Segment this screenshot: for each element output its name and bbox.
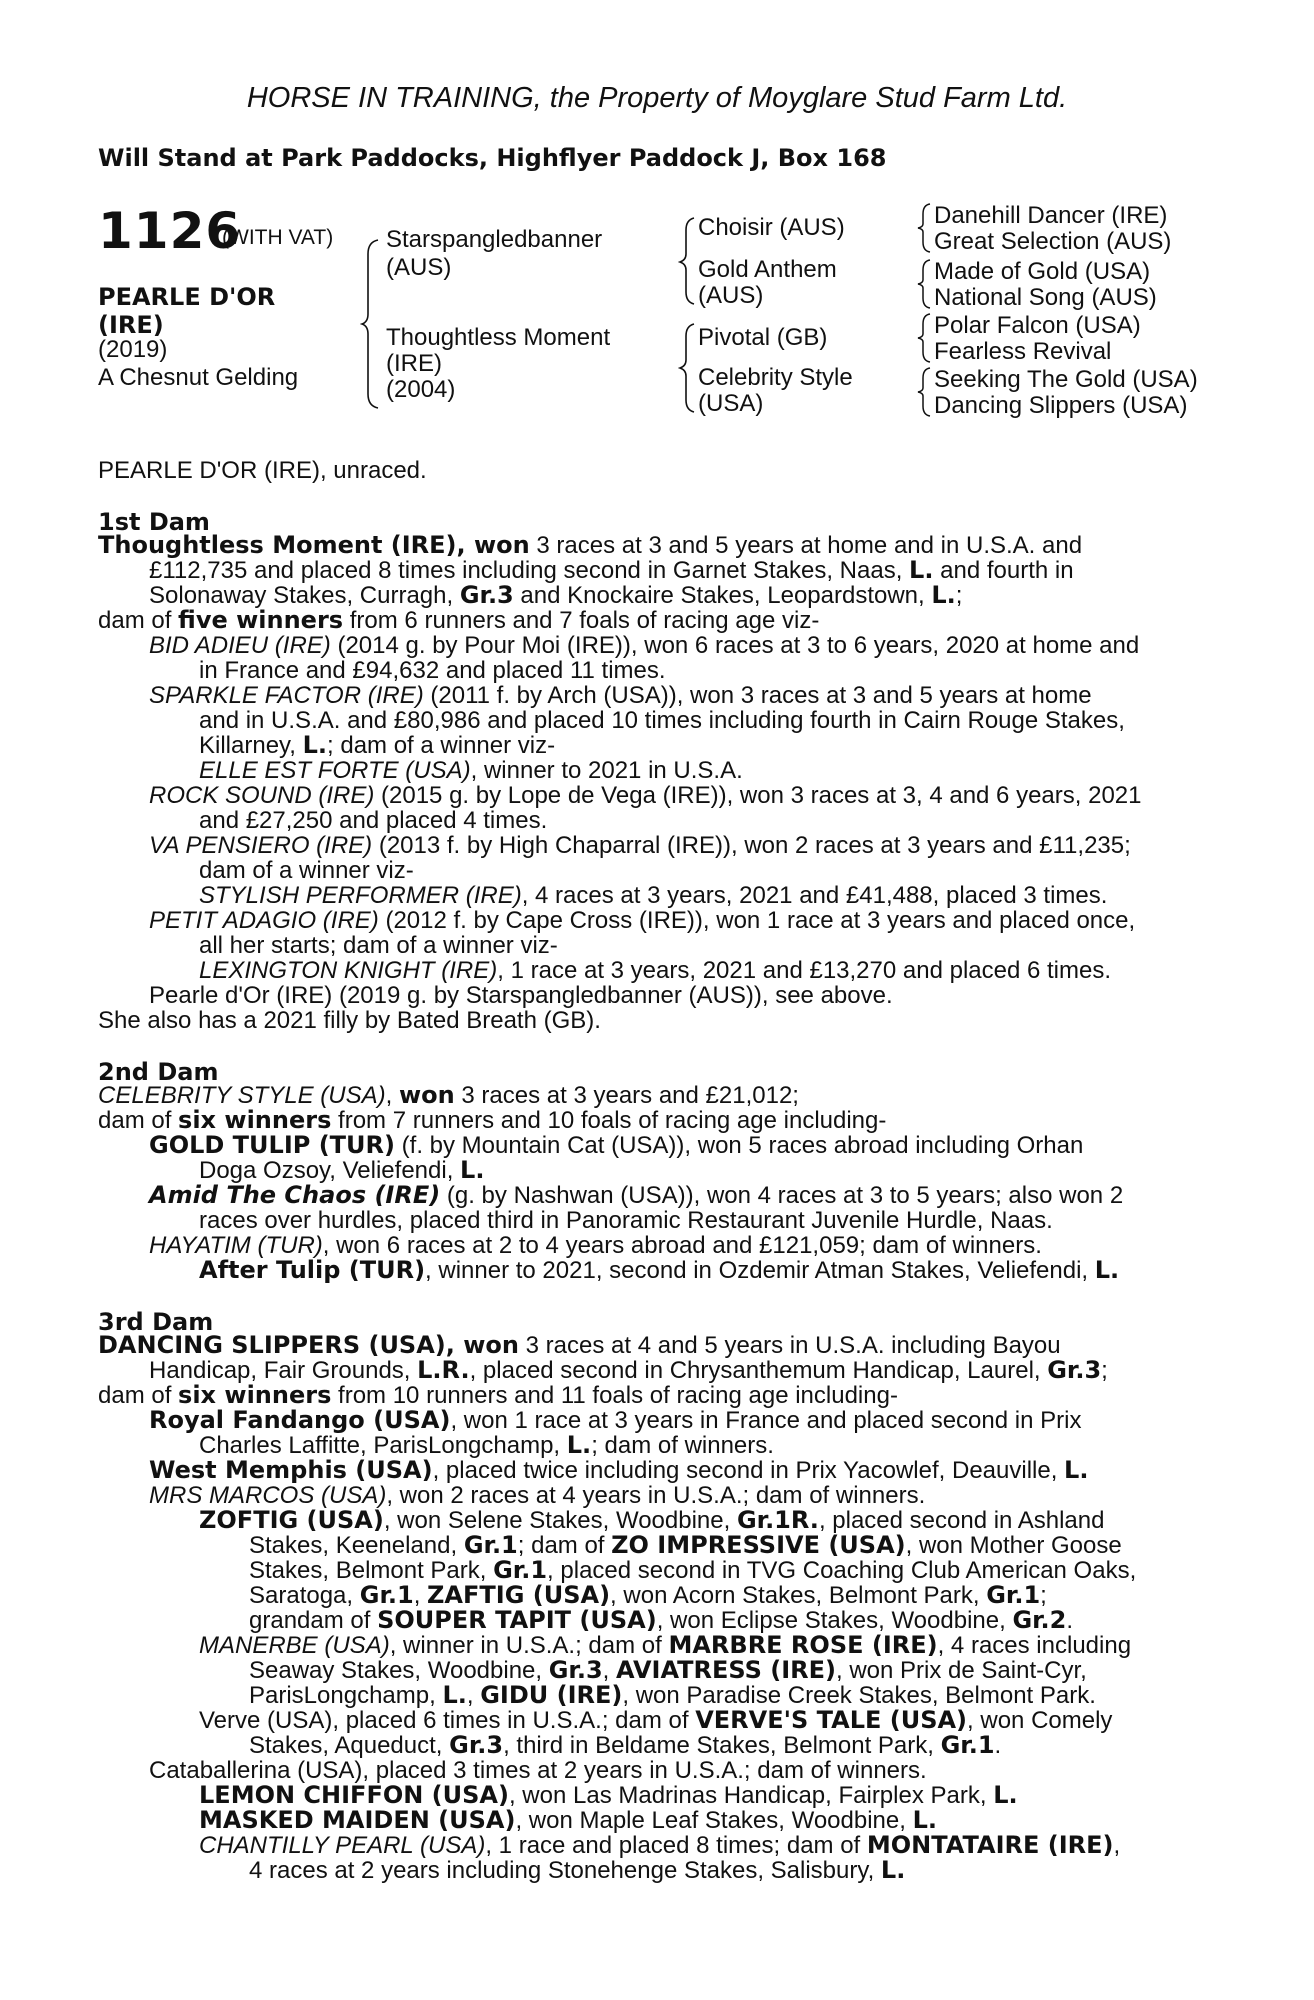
sire-dam-origin: (AUS) bbox=[698, 282, 764, 309]
progeny-line: 4 races at 2 years including Stonehenge Stakes, Salisbury, L. bbox=[249, 1856, 906, 1884]
g4-ancestor-7: Seeking The Gold (USA) bbox=[934, 366, 1198, 393]
progeny-line: Stakes, Aqueduct, Gr.3, third in Beldame Stakes, Belmont Park, Gr.1. bbox=[249, 1731, 1002, 1759]
progeny-line: MANERBE (USA), winner in U.S.A.; dam of MARBRE ROSE (IRE), 4 races including bbox=[199, 1631, 1132, 1659]
progeny-line: dam of a winner viz- bbox=[199, 857, 414, 884]
progeny-line: GOLD TULIP (TUR) (f. by Mountain Cat (USA)), won 5 races abroad including Orhan bbox=[149, 1131, 1084, 1159]
sire-name: Starspangledbanner bbox=[386, 226, 603, 253]
progeny-line: in France and £94,632 and placed 11 times. bbox=[199, 657, 666, 684]
progeny-line: Seaway Stakes, Woodbine, Gr.3, AVIATRESS (IRE), won Prix de Saint-Cyr, bbox=[249, 1656, 1087, 1684]
dam-sire: Pivotal (GB) bbox=[698, 324, 828, 351]
sire-dam-name: Gold Anthem bbox=[698, 256, 837, 283]
progeny-line: and in U.S.A. and £80,986 and placed 10 times including fourth in Cairn Rouge Stakes, bbox=[199, 707, 1125, 734]
progeny-line: Cataballerina (USA), placed 3 times at 2 years in U.S.A.; dam of winners. bbox=[149, 1757, 927, 1784]
third-dam-line: dam of six winners from 10 runners and 11 foals of racing age including- bbox=[98, 1381, 898, 1409]
progeny-line: MRS MARCOS (USA), won 2 races at 4 years in U.S.A.; dam of winners. bbox=[149, 1482, 926, 1509]
g4-ancestor-3: Made of Gold (USA) bbox=[934, 258, 1151, 285]
progeny-line: all her starts; dam of a winner viz- bbox=[199, 932, 558, 959]
progeny-line: Royal Fandango (USA), won 1 race at 3 years in France and placed second in Prix bbox=[149, 1406, 1082, 1434]
third-dam-line: DANCING SLIPPERS (USA), won 3 races at 4 and 5 years in U.S.A. including Bayou bbox=[98, 1331, 1061, 1359]
progeny-line: VA PENSIERO (IRE) (2013 f. by High Chaparral (IRE)), won 2 races at 3 years and £11,235; bbox=[149, 832, 1131, 859]
g4-ancestor-8: Dancing Slippers (USA) bbox=[934, 392, 1188, 419]
first-dam-line: Thoughtless Moment (IRE), won 3 races at 3 and 5 years at home and in U.S.A. and bbox=[98, 531, 1083, 559]
first-dam-line: £112,735 and placed 8 times including second in Garnet Stakes, Naas, L. and fourth in bbox=[149, 556, 1074, 584]
g4-bracket-2 bbox=[916, 258, 934, 310]
g4-ancestor-6: Fearless Revival bbox=[934, 338, 1112, 365]
progeny-line: Amid The Chaos (IRE) (g. by Nashwan (USA)), won 4 races at 3 to 5 years; also won 2 bbox=[149, 1181, 1124, 1209]
progeny-line: and £27,250 and placed 4 times. bbox=[199, 807, 548, 834]
progeny-line: STYLISH PERFORMER (IRE), 4 races at 3 years, 2021 and £41,488, placed 3 times. bbox=[199, 882, 1108, 909]
dam-dam-origin: (USA) bbox=[698, 390, 764, 417]
progeny-line: Verve (USA), placed 6 times in U.S.A.; dam of VERVE'S TALE (USA), won Comely bbox=[199, 1706, 1113, 1734]
sire-origin: (AUS) bbox=[386, 254, 452, 281]
sire-dam-bracket bbox=[360, 238, 384, 410]
unraced-note: PEARLE D'OR (IRE), unraced. bbox=[98, 457, 427, 484]
first-dam-line: dam of five winners from 6 runners and 7 foals of racing age viz- bbox=[98, 606, 820, 634]
progeny-line: She also has a 2021 filly by Bated Breath (GB). bbox=[98, 1007, 601, 1034]
progeny-line: ELLE EST FORTE (USA), winner to 2021 in U.S.A. bbox=[199, 757, 743, 784]
vat-note: (WITH VAT) bbox=[222, 226, 334, 249]
dam-dam-name: Celebrity Style bbox=[698, 364, 853, 391]
progeny-line: BID ADIEU (IRE) (2014 g. by Pour Moi (IRE)), won 6 races at 3 to 6 years, 2020 at home and bbox=[149, 632, 1140, 659]
progeny-line: LEXINGTON KNIGHT (IRE), 1 race at 3 years, 2021 and £13,270 and placed 6 times. bbox=[199, 957, 1112, 984]
progeny-line: MASKED MAIDEN (USA), won Maple Leaf Stakes, Woodbine, L. bbox=[199, 1806, 937, 1834]
horse-suffix: (IRE) bbox=[98, 311, 164, 339]
progeny-line: PETIT ADAGIO (IRE) (2012 f. by Cape Cross (IRE)), won 1 race at 3 years and placed once, bbox=[149, 907, 1136, 934]
catalogue-title: HORSE IN TRAINING, the Property of Moyglare Stud Farm Ltd. bbox=[246, 82, 1068, 114]
progeny-line: Killarney, L.; dam of a winner viz- bbox=[199, 731, 556, 759]
progeny-line: Pearle d'Or (IRE) (2019 g. by Starspangledbanner (AUS)), see above. bbox=[149, 982, 893, 1009]
second-dam-heading: 2nd Dam bbox=[98, 1058, 219, 1086]
g4-ancestor-2: Great Selection (AUS) bbox=[934, 228, 1172, 255]
progeny-line: Stakes, Keeneland, Gr.1; dam of ZO IMPRESSIVE (USA), won Mother Goose bbox=[249, 1531, 1122, 1559]
g4-bracket-1 bbox=[916, 202, 934, 254]
lot-number: 1126 bbox=[98, 202, 242, 260]
stand-location: Will Stand at Park Paddocks, Highflyer Paddock J, Box 168 bbox=[98, 144, 887, 172]
progeny-line: Charles Laffitte, ParisLongchamp, L.; dam of winners. bbox=[199, 1431, 774, 1459]
g4-ancestor-5: Polar Falcon (USA) bbox=[934, 312, 1141, 339]
dam-origin: (IRE) bbox=[386, 350, 442, 377]
progeny-line: grandam of SOUPER TAPIT (USA), won Eclipse Stakes, Woodbine, Gr.2. bbox=[249, 1606, 1074, 1634]
first-dam-line: Solonaway Stakes, Curragh, Gr.3 and Knockaire Stakes, Leopardstown, L.; bbox=[149, 581, 963, 609]
dam-name: Thoughtless Moment bbox=[386, 324, 611, 351]
progeny-line: ParisLongchamp, L., GIDU (IRE), won Paradise Creek Stakes, Belmont Park. bbox=[249, 1681, 1096, 1709]
dam-year: (2004) bbox=[386, 376, 456, 403]
progeny-line: CHANTILLY PEARL (USA), 1 race and placed 8 times; dam of MONTATAIRE (IRE), bbox=[199, 1831, 1121, 1859]
g4-ancestor-4: National Song (AUS) bbox=[934, 284, 1157, 311]
g4-bracket-3 bbox=[916, 312, 934, 364]
progeny-line: West Memphis (USA), placed twice including second in Prix Yacowlef, Deauville, L. bbox=[149, 1456, 1089, 1484]
progeny-line: Stakes, Belmont Park, Gr.1, placed second in TVG Coaching Club American Oaks, bbox=[249, 1556, 1137, 1584]
dam-parents-bracket bbox=[678, 322, 698, 414]
second-dam-line: CELEBRITY STYLE (USA), won 3 races at 3 years and £21,012; bbox=[98, 1081, 799, 1109]
horse-name: PEARLE D'OR bbox=[98, 283, 276, 311]
sire-sire: Choisir (AUS) bbox=[698, 214, 845, 241]
progeny-line: HAYATIM (TUR), won 6 races at 2 to 4 years abroad and £121,059; dam of winners. bbox=[149, 1232, 1042, 1259]
progeny-line: ROCK SOUND (IRE) (2015 g. by Lope de Vega (IRE)), won 3 races at 3, 4 and 6 years, 2021 bbox=[149, 782, 1142, 809]
horse-description: A Chesnut Gelding bbox=[98, 364, 299, 391]
third-dam-heading: 3rd Dam bbox=[98, 1308, 214, 1336]
first-dam-heading: 1st Dam bbox=[98, 508, 210, 536]
progeny-line: LEMON CHIFFON (USA), won Las Madrinas Handicap, Fairplex Park, L. bbox=[199, 1781, 1018, 1809]
progeny-line: SPARKLE FACTOR (IRE) (2011 f. by Arch (USA)), won 3 races at 3 and 5 years at home bbox=[149, 682, 1092, 709]
horse-year: (2019) bbox=[98, 336, 168, 363]
progeny-line: races over hurdles, placed third in Panoramic Restaurant Juvenile Hurdle, Naas. bbox=[199, 1207, 1053, 1234]
third-dam-line: Handicap, Fair Grounds, L.R., placed second in Chrysanthemum Handicap, Laurel, Gr.3; bbox=[149, 1356, 1108, 1384]
second-dam-line: dam of six winners from 7 runners and 10 foals of racing age including- bbox=[98, 1106, 887, 1134]
g4-ancestor-1: Danehill Dancer (IRE) bbox=[934, 202, 1168, 229]
progeny-line: After Tulip (TUR), winner to 2021, second in Ozdemir Atman Stakes, Veliefendi, L. bbox=[199, 1256, 1120, 1284]
progeny-line: Doga Ozsoy, Veliefendi, L. bbox=[199, 1156, 485, 1184]
progeny-line: ZOFTIG (USA), won Selene Stakes, Woodbine, Gr.1R., placed second in Ashland bbox=[199, 1506, 1105, 1534]
progeny-line: Saratoga, Gr.1, ZAFTIG (USA), won Acorn Stakes, Belmont Park, Gr.1; bbox=[249, 1581, 1047, 1609]
sire-parents-bracket bbox=[678, 216, 698, 306]
g4-bracket-4 bbox=[916, 366, 934, 418]
